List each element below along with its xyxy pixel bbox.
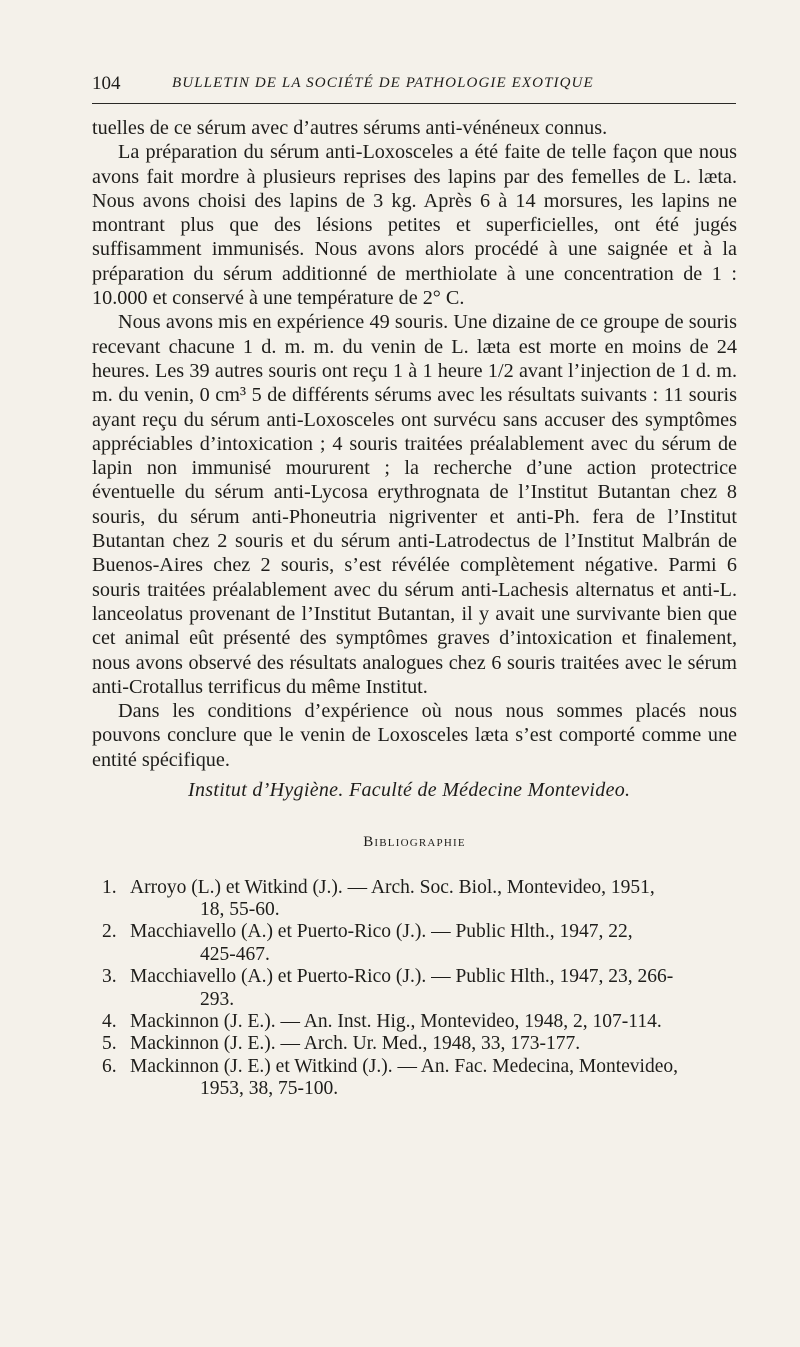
affiliation: Institut d’Hygiène. Faculté de Médecine Montevideo. (188, 779, 631, 802)
reference-number: 1. (102, 876, 117, 898)
reference-text-continued: 1953, 38, 75-100. (200, 1078, 339, 1100)
reference-item (92, 1011, 737, 1033)
reference-item (92, 1056, 737, 1101)
article-body (92, 116, 737, 1101)
paragraph: La préparation du sérum anti-Loxosceles a été faite de telle façon que nous avons fait mordre à plusieurs reprises des lapins par des femelles de L. læta. Nous avons choisi des lapins de 3 kg. Après 6 à 14 morsures, les lapins ne montrant plus que des lésions petites et superficielles, ont été jugés suffisamment immunisés. Nous avons alors procédé à une saignée et à la préparation du sérum additionné de merthiolate à une concentration de 1 : 10.000 et conservé à une température de 2° C. (92, 141, 737, 310)
paragraph: Nous avons mis en expérience 49 souris. Une dizaine de ce groupe de souris recevant chacune 1 d. m. m. du venin de L. læta est morte en moins de 24 heures. Les 39 autres souris ont reçu 1 à 1 heure 1/2 avant l’injection de 1 d. m. m. du venin, 0 cm³ 5 de différents sérums avec les résultats suivants : 11 souris ayant reçu du sérum anti-Loxosceles ont survécu sans accuser des symptômes appréciables d’intoxication ; 4 souris traitées préalablement avec du sérum de lapin non immunisé moururent ; la recherche d’une action protectrice éventuelle du sérum anti-Lycosa erythrognata de l’Institut Butantan chez 8 souris, du sérum anti-Phoneutria nigriventer et anti-Ph. fera de l’Institut Butantan chez 2 souris et du sérum anti-Latrodectus de l’Institut Malbrán de Buenos-Aires chez 2 souris, s’est révélée complètement négative. Parmi 6 souris traitées préalablement avec du sérum anti-Lachesis alternatus et anti-L. lanceolatus provenant de l’Institut Butantan, il y avait une survivante bien que cet animal eût présenté des symptômes graves d’intoxication et finalement, nous avons observé des résultats analogues chez 6 souris traitées avec le sérum anti-Crotallus terrificus du même Institut. (92, 311, 737, 698)
reference-item (92, 966, 737, 1011)
reference-text-continued: 425-467. (200, 943, 270, 965)
running-title: BULLETIN DE LA SOCIÉTÉ DE PATHOLOGIE EXOTIQUE (172, 75, 594, 91)
reference-number: 3. (102, 966, 117, 988)
reference-item (92, 1033, 737, 1055)
reference-text-continued: 293. (200, 988, 235, 1010)
bibliography-title: Bibliographie (363, 834, 466, 851)
paragraph: Dans les conditions d’expérience où nous nous sommes placés nous pouvons conclure que le venin de Loxosceles læta s’est comporté comme une entité spécifique. (92, 700, 737, 771)
reference-text: Arroyo (L.) et Witkind (J.). — Arch. Soc. Biol., Montevideo, 1951, (130, 876, 655, 898)
reference-list (92, 877, 737, 1101)
reference-text: Macchiavello (A.) et Puerto-Rico (J.). — Public Hlth., 1947, 22, (130, 921, 633, 943)
reference-text: Macchiavello (A.) et Puerto-Rico (J.). — Public Hlth., 1947, 23, 266- (130, 966, 674, 988)
reference-number: 4. (102, 1011, 117, 1033)
reference-text-continued: 18, 55-60. (200, 899, 280, 921)
header-rule (92, 103, 736, 104)
reference-number: 2. (102, 921, 117, 943)
paragraph: tuelles de ce sérum avec d’autres sérums anti-vénéneux connus. (92, 117, 608, 139)
page-number: 104 (92, 73, 121, 94)
reference-item (92, 877, 737, 922)
reference-text: Mackinnon (J. E.). — An. Inst. Hig., Montevideo, 1948, 2, 107-114. (130, 1011, 662, 1033)
reference-text: Mackinnon (J. E.) et Witkind (J.). — An. Fac. Medecina, Montevideo, (130, 1055, 678, 1077)
running-header (92, 73, 734, 99)
reference-number: 5. (102, 1033, 117, 1055)
reference-text: Mackinnon (J. E.). — Arch. Ur. Med., 1948, 33, 173-177. (130, 1033, 581, 1055)
reference-number: 6. (102, 1055, 117, 1077)
reference-item (92, 921, 737, 966)
